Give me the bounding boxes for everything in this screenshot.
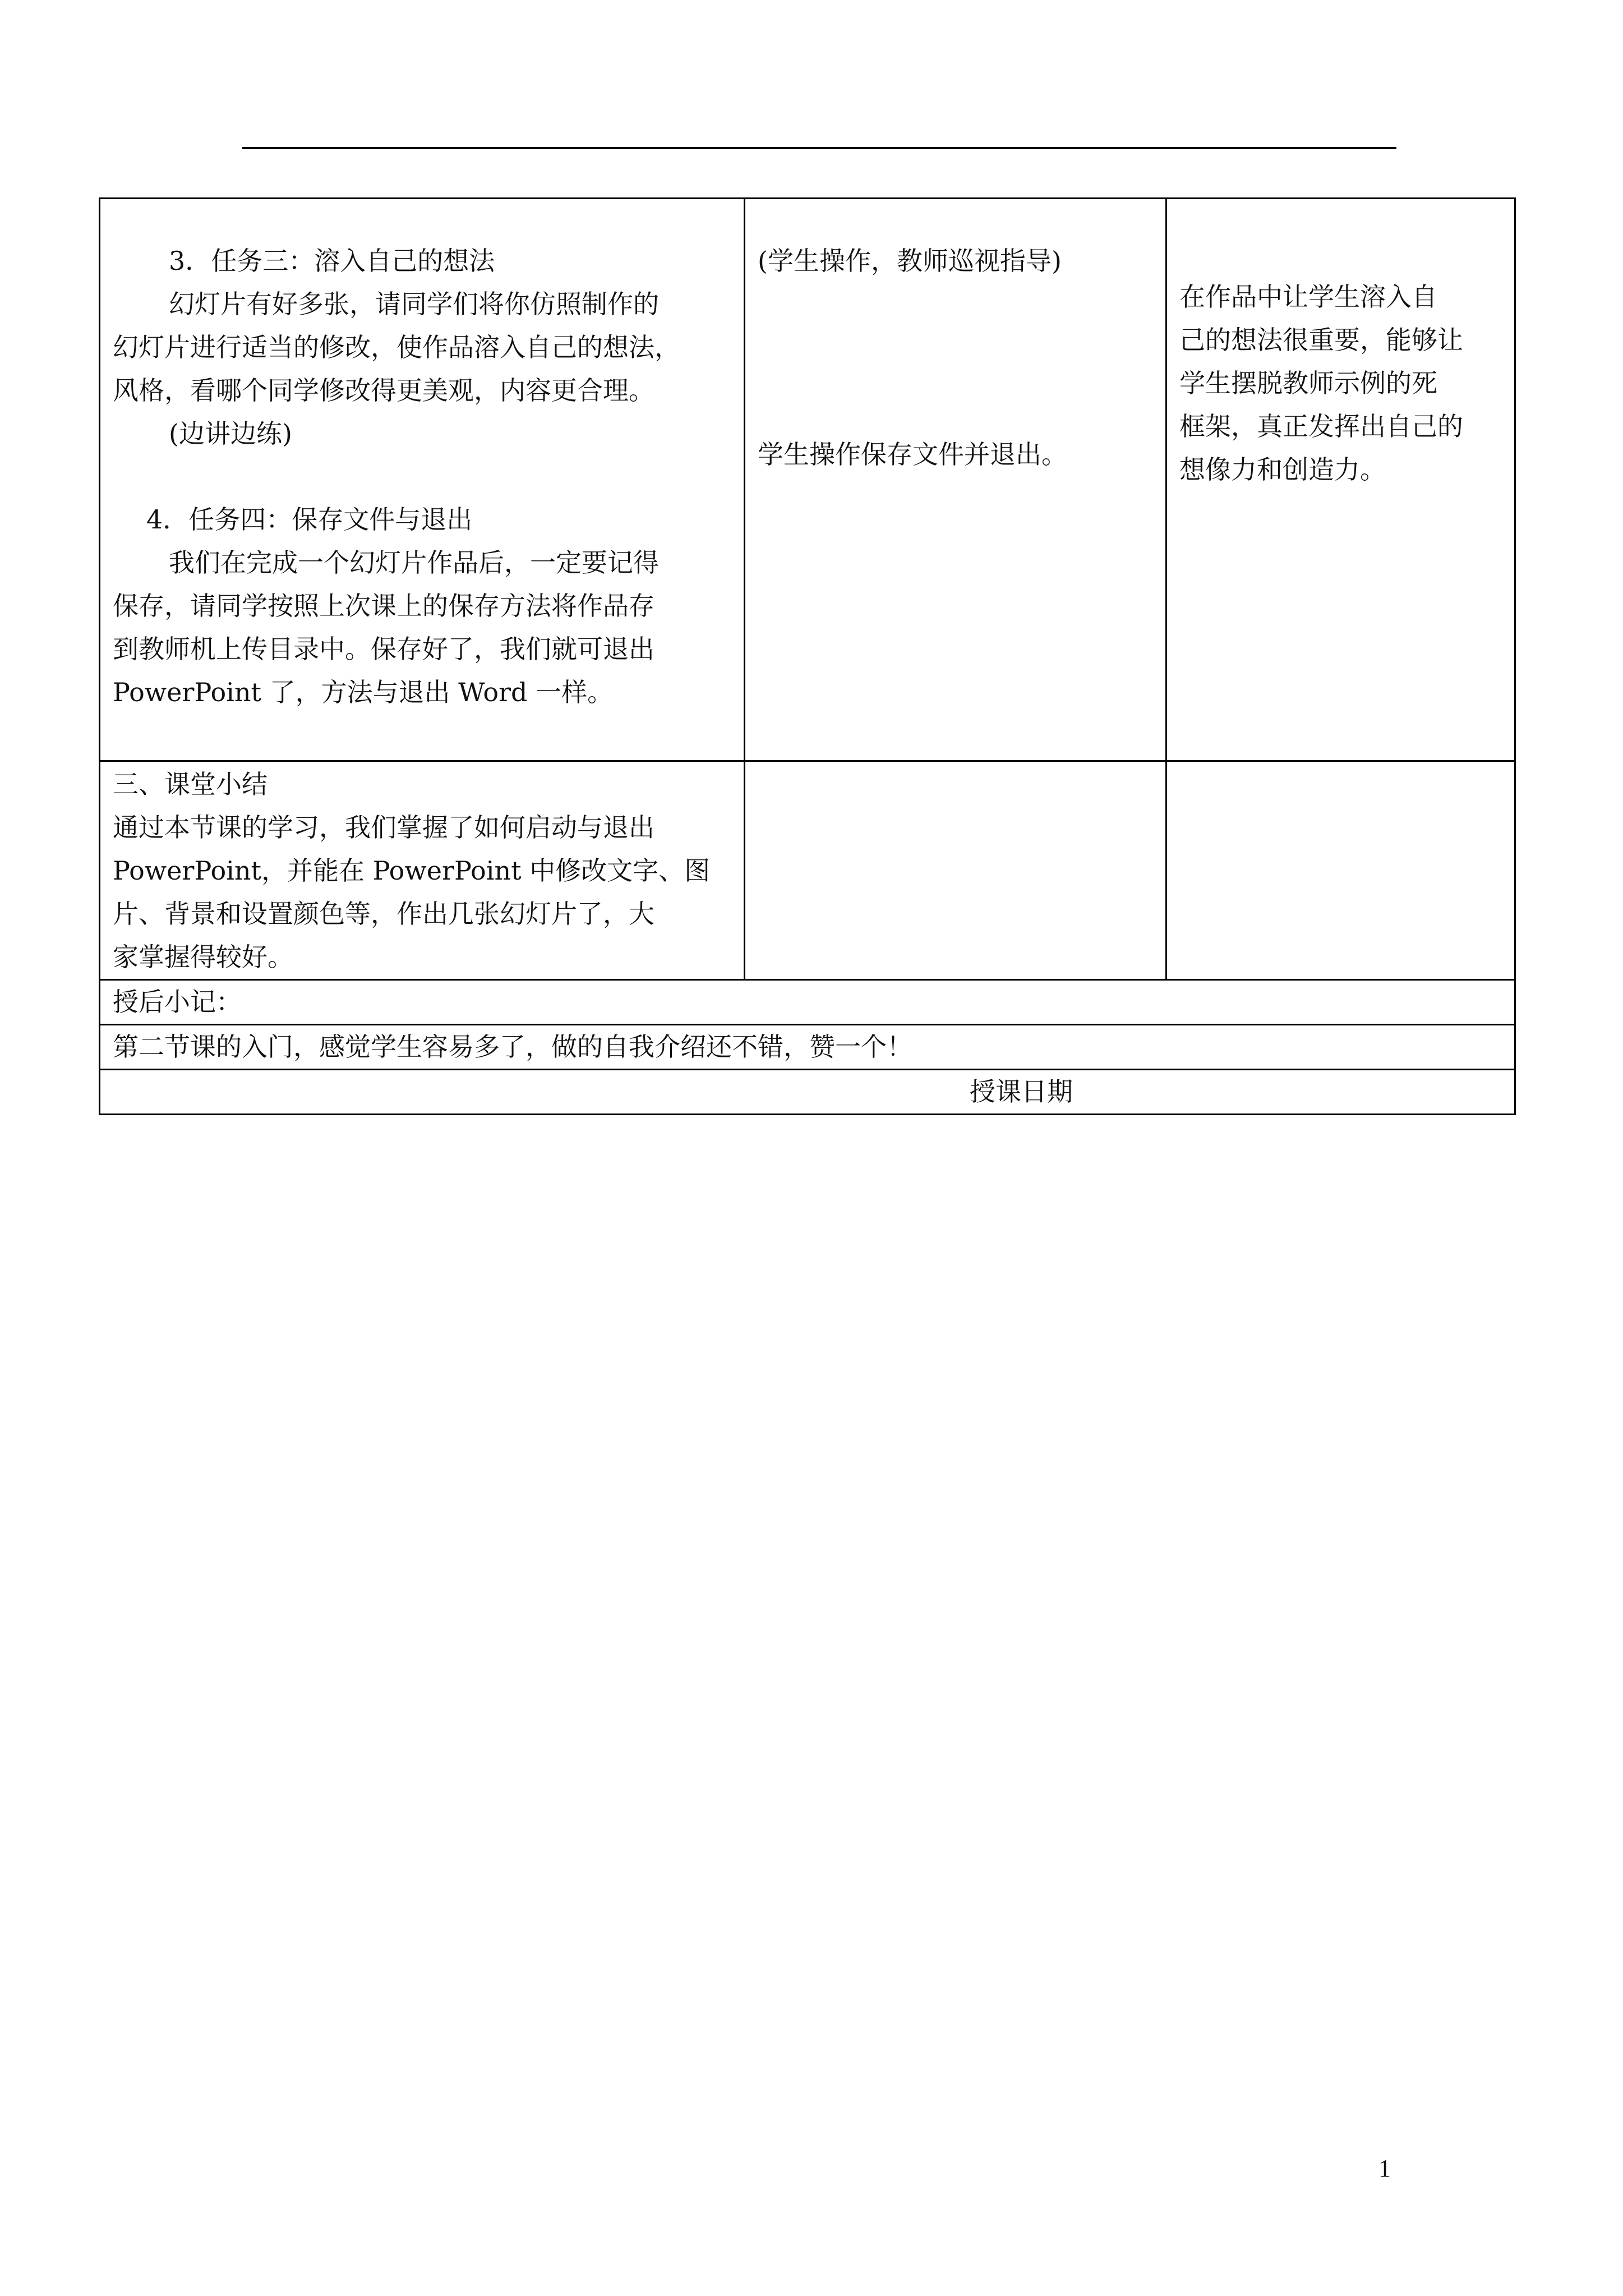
postscript-label: 授后小记： bbox=[113, 987, 242, 1017]
header-rule bbox=[242, 147, 1396, 149]
summary-line: 通过本节课的学习，我们掌握了如何启动与退出 bbox=[113, 812, 654, 843]
student-activity-line: (学生操作，教师巡视指导) bbox=[758, 246, 1062, 276]
design-intent-line: 学生摆脱教师示例的死 bbox=[1179, 368, 1437, 398]
task3-body-line: 幻灯片进行适当的修改，使作品溶入自己的想法， bbox=[113, 332, 680, 362]
task3-body-line: 风格，看哪个同学修改得更美观，内容更合理。 bbox=[113, 375, 654, 406]
task4-body-line: PowerPoint 了，方法与退出 Word 一样。 bbox=[113, 677, 614, 707]
table-row-postscript-label bbox=[100, 980, 1515, 1025]
teaching-content-cell bbox=[100, 199, 745, 761]
design-intent-line: 框架，真正发挥出自己的 bbox=[1179, 411, 1463, 441]
lesson-plan-table bbox=[99, 197, 1516, 1115]
summary-empty-cell bbox=[1166, 761, 1515, 980]
summary-line: 片、背景和设置颜色等，作出几张幻灯片了，大 bbox=[113, 899, 654, 929]
page-number: 1 bbox=[1378, 2155, 1391, 2182]
summary-empty-cell bbox=[745, 761, 1166, 980]
design-intent-line: 在作品中让学生溶入自 bbox=[1179, 282, 1437, 312]
task3-body-line: 幻灯片有好多张，请同学们将你仿照制作的 bbox=[169, 289, 659, 319]
summary-line: 家掌握得较好。 bbox=[113, 942, 293, 972]
table-row-summary bbox=[100, 761, 1515, 980]
date-cell bbox=[100, 1070, 1515, 1115]
task4-body-line: 到教师机上传目录中。保存好了，我们就可退出 bbox=[113, 634, 654, 664]
student-activity-cell bbox=[745, 199, 1166, 761]
table-row-date bbox=[100, 1070, 1515, 1115]
design-intent-line: 己的想法很重要，能够让 bbox=[1179, 325, 1463, 355]
date-label: 授课日期 bbox=[970, 1076, 1073, 1107]
task3-note: (边讲边练) bbox=[169, 418, 292, 449]
task4-body-line: 我们在完成一个幻灯片作品后，一定要记得 bbox=[169, 547, 659, 578]
postscript-text-cell bbox=[100, 1025, 1515, 1070]
summary-line: PowerPoint，并能在 PowerPoint 中修改文字、图 bbox=[113, 855, 711, 886]
task3-heading: 3．任务三：溶入自己的想法 bbox=[169, 246, 495, 276]
student-activity-line: 学生操作保存文件并退出。 bbox=[758, 439, 1067, 470]
table-row-tasks bbox=[100, 199, 1515, 761]
task4-body-line: 保存，请同学按照上次课上的保存方法将作品存 bbox=[113, 591, 654, 621]
design-intent-line: 想像力和创造力。 bbox=[1179, 454, 1386, 485]
design-intent-cell bbox=[1166, 199, 1515, 761]
summary-cell bbox=[100, 761, 745, 980]
postscript-label-cell bbox=[100, 980, 1515, 1025]
postscript-text: 第二节课的入门，感觉学生容易多了，做的自我介绍还不错，赞一个！ bbox=[113, 1032, 912, 1062]
table-row-postscript-text bbox=[100, 1025, 1515, 1070]
task4-heading: 4．任务四：保存文件与退出 bbox=[146, 504, 473, 535]
summary-heading: 三、课堂小结 bbox=[113, 769, 268, 799]
